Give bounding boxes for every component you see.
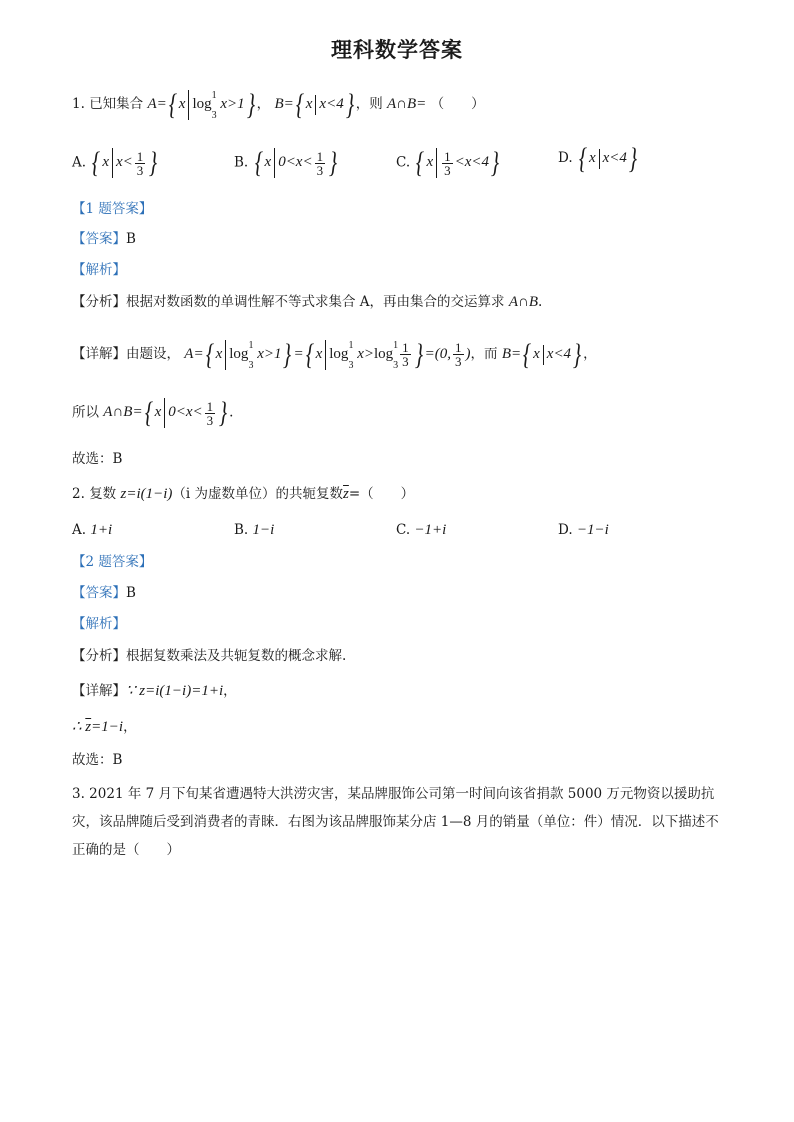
q2-option-d: D. −1−i (558, 522, 609, 538)
q1-option-c: C. { x $\frac{1}{3}$ <x<4} (396, 146, 500, 179)
q1-intersection: A∩B= (387, 96, 427, 112)
q2-stem: 2. 复数 z=i(1−i)（i 为虚数单位）的共轭复数$\overline{z}=$（ ） (72, 486, 415, 502)
q1-set-a: A={ x log1 3 x>1} (147, 87, 255, 121)
q2-analysis-label: 【解析】 (72, 616, 126, 632)
q1-answer: 【答案】B (72, 231, 136, 247)
q1-section-label: 【1 题答案】 (72, 201, 153, 217)
q1-option-b: B. { x 0<x< $\frac{1}{3}$ } (234, 146, 338, 179)
page-title: 理科数学答案 (331, 37, 463, 62)
q2-fenxi: 【分析】根据复数乘法及共轭复数的概念求解. (72, 648, 347, 664)
q1-conclusion: 所以 A∩B={ x 0<x< $\frac{1}{3}$ } . (72, 396, 234, 429)
q1-fenxi: 【分析】根据对数函数的单调性解不等式求集合 A，再由集合的交运算求 A∩B. (72, 294, 543, 310)
q2-therefore: ∴ $\overline{z}=1-i$， (72, 719, 137, 735)
q1-paren: （ ） (430, 96, 485, 112)
q2-option-a: A. 1+i (72, 522, 113, 538)
q1-option-a: A. { x x< $\frac{1}{3}$ } (72, 146, 158, 179)
q1-final-answer: 故选：B (72, 451, 123, 467)
q1-analysis-label: 【解析】 (72, 262, 126, 278)
q2-final-answer: 故选：B (72, 752, 123, 768)
q1-xiangjie: 【详解】由题设， A={ x log1 3 x>1} ={ x log1 3 x>log1 3 $\frac{1}{3}$ } =(0, $\frac{1}{3}$ )，而 B={ x x<4} ， (72, 337, 597, 371)
q2-option-c: C. −1+i (396, 522, 447, 538)
q1-stem-prefix: 已知集合 (89, 96, 144, 112)
q2-xiangjie: 【详解】∵ z=i(1−i)=1+i， (72, 683, 237, 699)
q1-option-d: D. { x x<4} (558, 141, 638, 175)
q2-section-label: 【2 题答案】 (72, 554, 153, 570)
q3-stem: 3. 2021 年 7 月下旬某省遭遇特大洪涝灾害，某品牌服饰公司第一时间向该省捐款 5000 万元物资以援助抗灾，该品牌随后受到消费者的青睐．右图为该品牌服饰某分店 1—8 月的销量（单位：件）情况．以下描述不正确的是（ ） (72, 786, 719, 858)
q1-stem-then: ，则 (355, 96, 383, 112)
q1-number: 1. (72, 96, 85, 112)
q2-answer: 【答案】B (72, 585, 136, 601)
q1-stem (72, 86, 485, 126)
q1-set-b: B={ x x<4} (274, 87, 354, 121)
q2-option-b: B. 1−i (234, 522, 275, 538)
q1-stem-mid: ， (256, 96, 271, 112)
